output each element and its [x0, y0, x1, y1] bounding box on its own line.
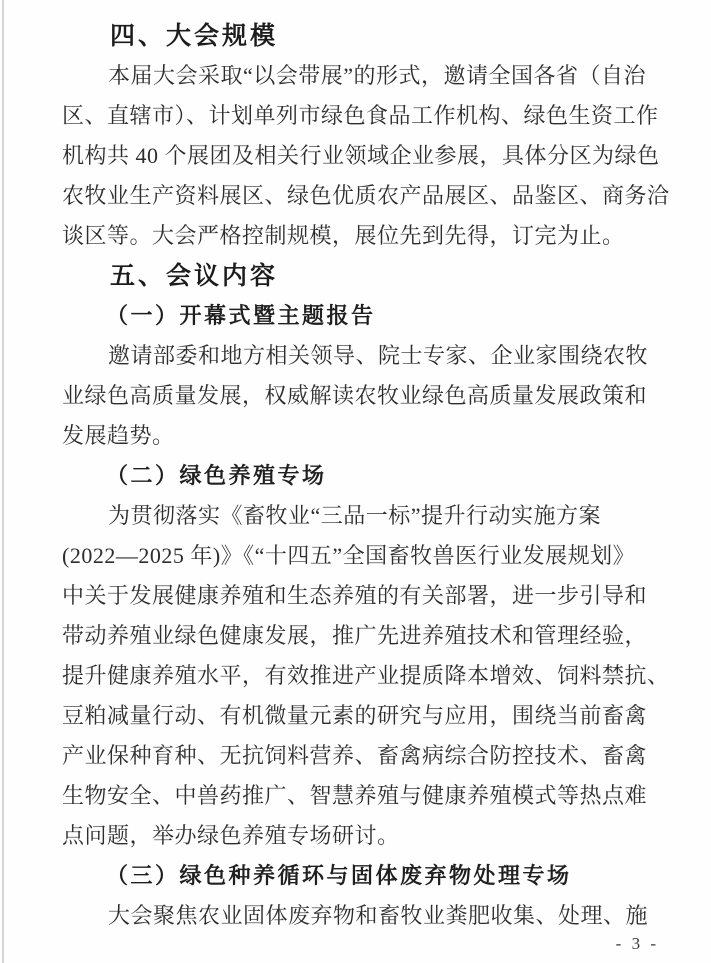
section-5-sub-1-paragraph-line: 发展趋势。 — [62, 423, 175, 448]
section-4-heading: 四、大会规模 — [110, 22, 279, 50]
page-number: - 3 - — [615, 934, 659, 953]
section-5-sub-1-paragraph-line: 业绿色高质量发展，权威解读农牧业绿色高质量发展政策和 — [62, 383, 648, 408]
section-4-paragraph-line: 农牧业生产资料展区、绿色优质农产品展区、品鉴区、商务洽 — [62, 183, 670, 208]
section-5-sub-3-heading: （三）绿色种养循环与固体废弃物处理专场 — [106, 863, 572, 888]
section-4-paragraph-line: 区、直辖市）、计划单列市绿色食品工作机构、绿色生资工作 — [62, 103, 659, 128]
section-5-sub-1-heading: （一）开幕式暨主题报告 — [106, 303, 376, 328]
section-5-sub-3-paragraph-line: 大会聚焦农业固体废弃物和畜牧业粪肥收集、处理、施 — [108, 903, 649, 928]
section-5-sub-2-paragraph-line: 产业保种育种、无抗饲料营养、畜禽病综合防控技术、畜禽 — [62, 743, 648, 768]
scan-edge-artifact — [2, 0, 4, 963]
section-5-sub-2-paragraph-line: 提升健康养殖水平，有效推进产业提质降本增效、饲料禁抗、 — [62, 663, 670, 688]
section-4-paragraph-line: 本届大会采取“以会带展”的形式，邀请全国各省（自治 — [108, 63, 647, 88]
section-5-sub-2-paragraph-line: 豆粕减量行动、有机微量元素的研究与应用，围绕当前畜禽 — [62, 703, 648, 728]
section-5-heading: 五、会议内容 — [110, 262, 279, 290]
section-5-sub-2-paragraph-line: 生物安全、中兽药推广、智慧养殖与健康养殖模式等热点难 — [62, 783, 648, 808]
section-5-sub-2-paragraph-line: 点问题，举办绿色养殖专场研讨。 — [62, 823, 400, 848]
section-5-sub-2-paragraph-line: (2022—2025 年)》《“十四五”全国畜牧兽医行业发展规划》 — [62, 543, 636, 568]
section-5-sub-2-paragraph-line: 带动养殖业绿色健康发展，推广先进养殖技术和管理经验， — [62, 623, 648, 648]
section-5-sub-1-paragraph-line: 邀请部委和地方相关领导、院士专家、企业家围绕农牧 — [108, 343, 649, 368]
section-5-sub-2-paragraph-line: 为贯彻落实《畜牧业“三品一标”提升行动实施方案 — [108, 503, 602, 528]
section-4-paragraph-line: 机构共 40 个展团及相关行业领域企业参展，具体分区为绿色 — [62, 143, 660, 168]
section-5-sub-2-heading: （二）绿色养殖专场 — [106, 463, 327, 488]
section-5-sub-2-paragraph-line: 中关于发展健康养殖和生态养殖的有关部署，进一步引导和 — [62, 583, 648, 608]
section-4-paragraph-line: 谈区等。大会严格控制规模，展位先到先得，订完为止。 — [62, 223, 625, 248]
